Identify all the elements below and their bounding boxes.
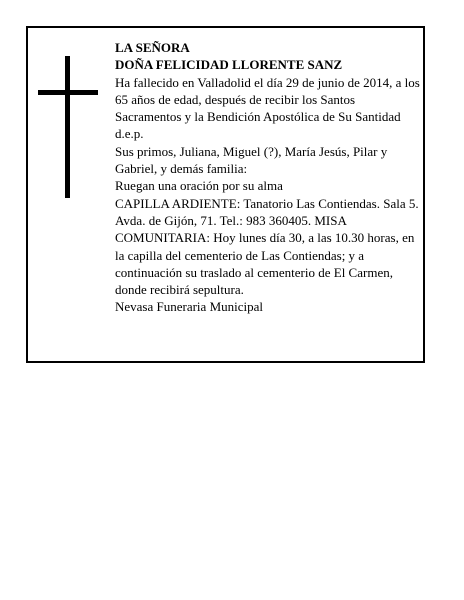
- latin-cross-icon: [38, 56, 98, 198]
- deceased-name: DOÑA FELICIDAD LLORENTE SANZ: [115, 57, 343, 73]
- funeral-home: Nevasa Funeraria Municipal: [115, 299, 264, 315]
- notice-text: [115, 39, 420, 316]
- cross-horizontal-bar: [38, 90, 98, 95]
- prayer-request: Ruegan una oración por su alma: [115, 178, 283, 194]
- obituary-notice: [26, 26, 425, 363]
- chapel-and-mass-details: CAPILLA ARDIENTE: Tanatorio Las Contiendas. Sala 5. Avda. de Gijón, 71. Tel.: 983 360405. MISA COMUNITARIA: Hoy lunes día 30, a las 10.30 horas, en la capilla del cementerio de Las Contiendas; y a continuación su traslado al cementerio de El Carmen, donde recibirá sepultura.: [115, 195, 419, 298]
- death-announcement: Ha fallecido en Valladolid el día 29 de junio de 2014, a los 65 años de edad, después de recibir los Santos Sacramentos y la Bendición Apostólica de Su Santidad d.e.p.: [115, 74, 420, 142]
- family-list: Sus primos, Juliana, Miguel (?), María Jesús, Pilar y Gabriel, y demás familia:: [115, 143, 388, 177]
- notice-title-line-1: LA SEÑORA: [115, 40, 190, 55]
- cross-vertical-bar: [65, 56, 70, 198]
